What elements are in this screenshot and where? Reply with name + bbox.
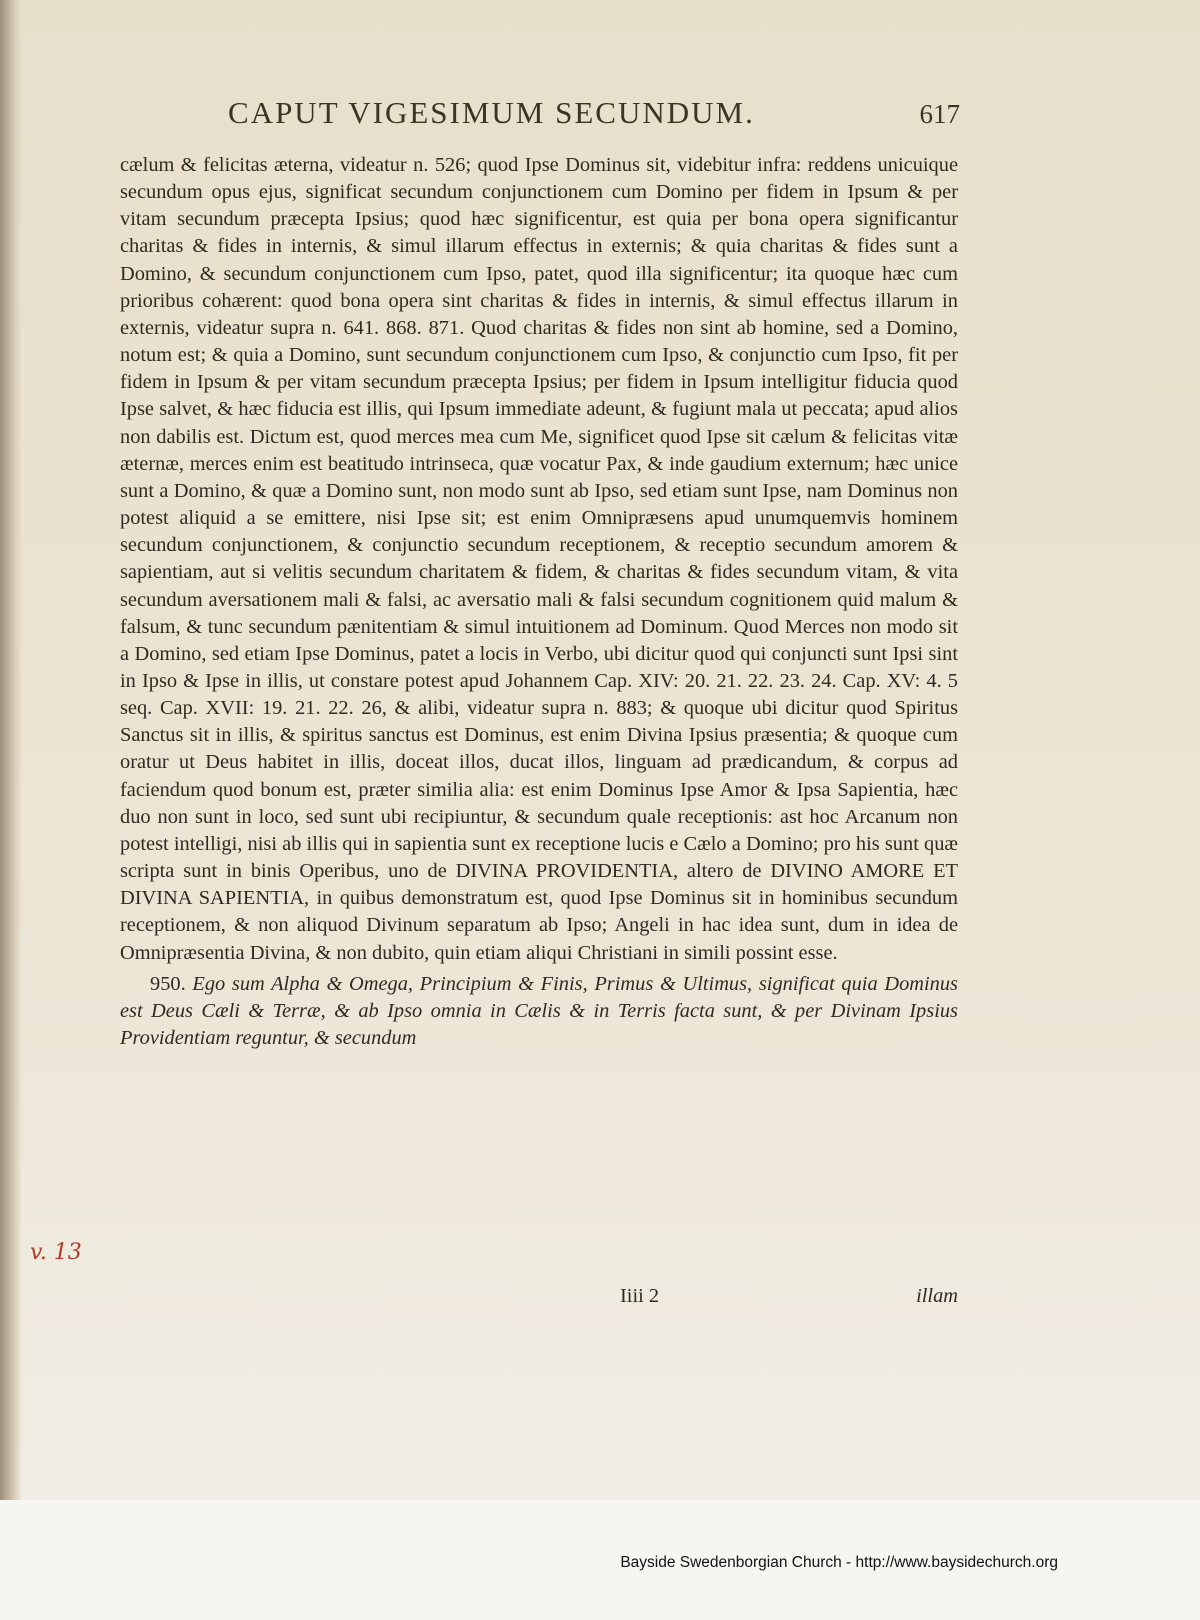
signature-mark: Iiii 2 (620, 1285, 660, 1307)
binding-shadow (0, 0, 22, 1620)
catchword: illam (916, 1285, 958, 1307)
paragraph-950-text: Ego sum Alpha & Omega, Principium & Finis, Primus & Ultimus, significat quia Dominus est Deus Cæli & Terræ, & ab Ipso omnia in Cælis & in Terris facta sunt, & per Divinam Ipsius Providentiam reguntur, & secundum (120, 972, 958, 1049)
paragraph-continuation: cælum & felicitas æterna, videatur n. 526; quod Ipse Dominus sit, videbitur infra: reddens unicuique secundum opus ejus, significat secundum conjunctionem cum Domino per fidem in Ipsum & per vitam secundum præcepta Ipsius; quod hæc significentur, est quia per bona opera significantur charitas & fides in internis, & simul illarum effectus in externis; & quia charitas & fides sunt a Domino, & secundum conjunctionem cum Ipso, patet, quod illa significentur; ita quoque hæc cum prioribus cohærent: quod bona opera sint charitas & fides in internis, & simul effectus illarum in externis, videatur supra n. 641. 868. 871. Quod charitas & fides non sint ab homine, sed a Domino, notum est; & quia a Domino, sunt secundum conjunctionem cum Ipso, & conjunctio cum Ipso, fit per fidem in Ipsum & per vitam secundum præcepta Ipsius; per fidem in Ipsum intelligitur fiducia quod Ipse salvet, & hæc fiducia est illis, qui Ipsum immediate adeunt, & fugiunt mala ut peccata; apud alios non dabilis est. Dictum est, quod merces mea cum Me, significet quod Ipse sit cælum & felicitas vitæ æternæ, merces enim est beatitudo intrinseca, quæ vocatur Pax, & inde gaudium externum; hæc unice sunt a Domino, & quæ a Domino sunt, non modo sunt ab Ipso, sed etiam sunt Ipse, nam Dominus non potest aliquid a se emittere, nisi Ipse sit; est enim Omnipræsens apud unumquemvis hominem secundum conjunctionem, & conjunctio secundum receptionem, & receptio secundum amorem & sapientiam, aut si velitis secundum charitatem & fidem, & charitas & fides secundum vitam, & vita secundum aversationem mali & falsi, ac aversatio mali & falsi secundum cognitionem quid malum & falsum, & tunc secundum pænitentiam & simul intuitionem ad Dominum. Quod Merces non modo sit a Domino, sed etiam Ipse Dominus, patet a locis in Verbo, ubi dicitur quod qui conjuncti sunt Ipsi sint in Ipso & Ipse in illis, ut constare potest apud Johannem Cap. XIV: 20. 21. 22. 23. 24. Cap. XV: 4. 5 seq. Cap. XVII: 19. 21. 22. 26, & alibi, videatur supra n. 883; & quoque ubi dicitur quod Spiritus Sanctus sit in illis, & spiritus sanctus est Dominus, est enim Divina Ipsius præsentia; & quoque cum oratur ut Deus habitet in illis, doceat illos, ducat illos, linguam ad prædicandum, & corpus ad faciendum quod bonum est, præter similia alia: est enim Dominus Ipse Amor & Ipsa Sapientia, hæc duo non sunt in loco, sed sunt ubi recipiuntur, & secundum quale receptionis: ast hoc Arcanum non potest intelligi, nisi ab illis qui in sapientia sunt ex receptione lucis e Cælo a Domino; pro his sunt quæ scripta sunt in binis Operibus, uno de DIVINA PROVIDENTIA, altero de DIVINO AMORE ET DIVINA SAPIENTIA, in quibus demonstratum est, quod Ipse Dominus sit in hominibus secundum receptionem, & non aliquod Divinum separatum ab Ipso; Angeli in hac idea sunt, dum in idea de Omnipræsentia Divina, & non dubito, quin etiam aliqui Christiani in simili possint esse. (120, 154, 958, 964)
paragraph-number: 950. (150, 972, 186, 995)
handwritten-margin-note: v. 13 (30, 1240, 82, 1265)
running-title: CAPUT VIGESIMUM SECUNDUM. (228, 95, 755, 130)
paragraph-950 (120, 971, 958, 1052)
running-header (170, 95, 960, 131)
page-footer (120, 1285, 958, 1315)
page-number: 617 (919, 99, 960, 129)
source-credit: Bayside Swedenborgian Church - http://www.baysidechurch.org (620, 1554, 1058, 1571)
body-text (120, 152, 958, 1073)
